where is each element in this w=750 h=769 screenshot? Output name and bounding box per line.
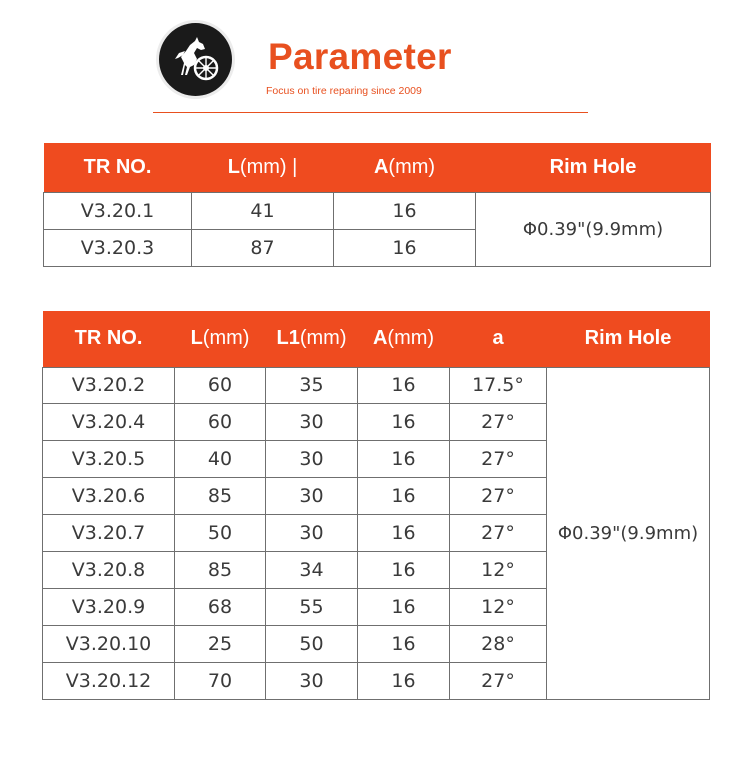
cell-a: 16 [358,515,450,552]
cell-tr-no: V3.20.4 [43,404,175,441]
cell-alpha: 12° [450,551,547,588]
header-l1 [266,311,358,367]
cell-a: 16 [358,625,450,662]
parameter-table-2 [42,311,710,700]
cell-tr-no: V3.20.8 [43,551,175,588]
cell-l1: 30 [266,478,358,515]
cell-l: 70 [175,662,266,699]
cell-tr-no: V3.20.3 [44,229,192,266]
cell-tr-no: V3.20.5 [43,441,175,478]
cell-a: 16 [334,192,476,229]
cell-tr-no: V3.20.2 [43,367,175,404]
header-tr-no: TR NO. [44,143,192,192]
cell-alpha: 27° [450,441,547,478]
cell-a: 16 [358,367,450,404]
page-title: Parameter [268,36,452,77]
table-header-row [43,311,710,367]
cell-tr-no: V3.20.1 [44,192,192,229]
table-row [43,367,710,404]
cell-a: 16 [334,229,476,266]
header-alpha: a [450,311,547,367]
header-a [334,143,476,192]
cell-alpha: 27° [450,478,547,515]
header-a-unit: (mm) [387,327,435,350]
cell-tr-no: V3.20.10 [43,625,175,662]
cell-l: 68 [175,588,266,625]
cell-tr-no: V3.20.7 [43,515,175,552]
cell-l1: 55 [266,588,358,625]
cell-l: 50 [175,515,266,552]
cell-a: 16 [358,551,450,588]
header-l1-unit: (mm) [299,327,347,350]
cell-l: 25 [175,625,266,662]
cell-a: 16 [358,662,450,699]
cell-l1: 30 [266,441,358,478]
cell-a: 16 [358,404,450,441]
cell-l: 85 [175,478,266,515]
header-l [175,311,266,367]
header-l-unit: (mm) [202,327,250,350]
parameter-table-1 [43,143,711,267]
cell-rim-hole: Φ0.39"(9.9mm) [547,367,710,699]
brand-tagline: Focus on tire reparing since 2009 [266,85,422,97]
header-l-symbol: L [190,327,203,350]
cell-l: 40 [175,441,266,478]
header-a-symbol: A [373,155,389,178]
cell-alpha: 28° [450,625,547,662]
cell-l: 60 [175,367,266,404]
cell-alpha: 27° [450,404,547,441]
header-l-symbol: L [227,155,240,178]
cell-a: 16 [358,441,450,478]
table-header-row [44,143,711,192]
cell-l1: 50 [266,625,358,662]
cell-tr-no: V3.20.6 [43,478,175,515]
cell-l: 60 [175,404,266,441]
header-a-symbol: A [372,327,388,350]
cell-tr-no: V3.20.9 [43,588,175,625]
cell-l: 41 [192,192,334,229]
cell-alpha: 12° [450,588,547,625]
horse-wheel-logo-icon [159,23,232,96]
header-a-unit: (mm) [388,155,436,178]
cell-l1: 30 [266,515,358,552]
cell-l1: 30 [266,404,358,441]
cell-tr-no: V3.20.12 [43,662,175,699]
cell-a: 16 [358,588,450,625]
cell-l1: 30 [266,662,358,699]
header-tr-no: TR NO. [43,311,175,367]
header-rim-hole: Rim Hole [547,311,710,367]
cell-l: 87 [192,229,334,266]
cell-alpha: 27° [450,515,547,552]
cell-a: 16 [358,478,450,515]
header-l [192,143,334,192]
header-l-unit: (mm) | [239,155,298,178]
cell-l1: 35 [266,367,358,404]
cell-l: 85 [175,551,266,588]
header-divider [153,112,588,113]
header-rim-hole: Rim Hole [476,143,711,192]
cell-rim-hole: Φ0.39"(9.9mm) [476,192,711,266]
cell-l1: 34 [266,551,358,588]
cell-alpha: 27° [450,662,547,699]
table-row [44,192,711,229]
cell-alpha: 17.5° [450,367,547,404]
header-l1-symbol: L1 [276,327,300,350]
header-a [358,311,450,367]
